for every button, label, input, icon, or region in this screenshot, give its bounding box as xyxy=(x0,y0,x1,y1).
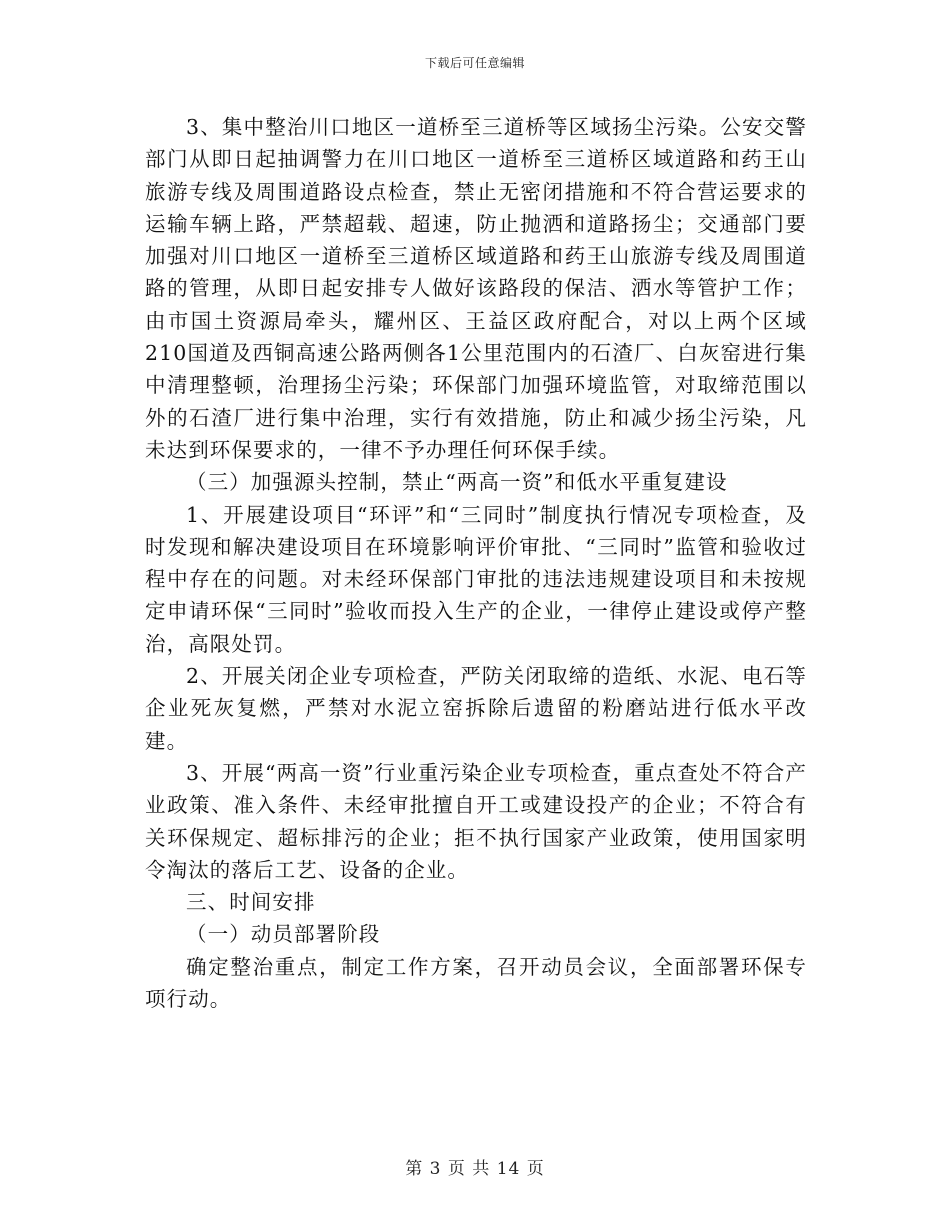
paragraph-dust-control: 3、集中整治川口地区一道桥至三道桥等区域扬尘污染。公安交警部门从即日起抽调警力在川口地区一道桥至三道桥区域道路和药王山旅游专线及周围道路设点检查，禁止无密闭措施和不符合营运要求的运输车辆上路，严禁超载、超速，防止抛洒和道路扬尘；交通部门要加强对川口地区一道桥至三道桥区域道路和药王山旅游专线及周围道路的管理，从即日起安排专人做好该路段的保洁、洒水等管护工作；由市国土资源局牵头，耀州区、王益区政府配合，对以上两个区域210国道及西铜高速公路两侧各1公里范围内的石渣厂、白灰窑进行集中清理整顿，治理扬尘污染；环保部门加强环境监管，对取缔范围以外的石渣厂进行集中治理，实行有效措施，防止和减少扬尘污染，凡未达到环保要求的，一律不予办理任何环保手续。 xyxy=(145,115,807,462)
page-footer: 第 3 页 共 14 页 xyxy=(405,1159,545,1179)
document-body xyxy=(145,111,807,1015)
subsection-heading-mobilization: （一）动员部署阶段 xyxy=(186,922,381,947)
section-heading-source-control: （三）加强源头控制，禁止“两高一资”和低水平重复建设 xyxy=(186,470,728,495)
paragraph-closed-enterprises: 2、开展关闭企业专项检查，严防关闭取缔的造纸、水泥、电石等企业死灰复燃，严禁对水泥立窑拆除后遗留的粉磨站进行低水平改建。 xyxy=(145,664,807,753)
paragraph-eia-inspection: 1、开展建设项目“环评”和“三同时”制度执行情况专项检查，及时发现和解决建设项目在环境影响评价审批、“三同时”监管和验收过程中存在的问题。对未经环保部门审批的违法违规建设项目和未按规定申请环保“三同时”验收而投入生产的企业，一律停止建设或停产整治，高限处罚。 xyxy=(145,502,807,656)
paragraph-mobilization: 确定整治重点，制定工作方案，召开动员会议，全面部署环保专项行动。 xyxy=(145,954,807,1012)
page-header: 下载后可任意编辑 xyxy=(424,56,525,70)
paragraph-heavy-pollution: 3、开展“两高一资”行业重污染企业专项检查，重点查处不符合产业政策、准入条件、未经审批擅自开工或建设投产的企业；不符合有关环保规定、超标排污的企业；拒不执行国家产业政策，使用国家明令淘汰的落后工艺、设备的企业。 xyxy=(145,760,807,882)
section-heading-schedule: 三、时间安排 xyxy=(186,890,316,915)
